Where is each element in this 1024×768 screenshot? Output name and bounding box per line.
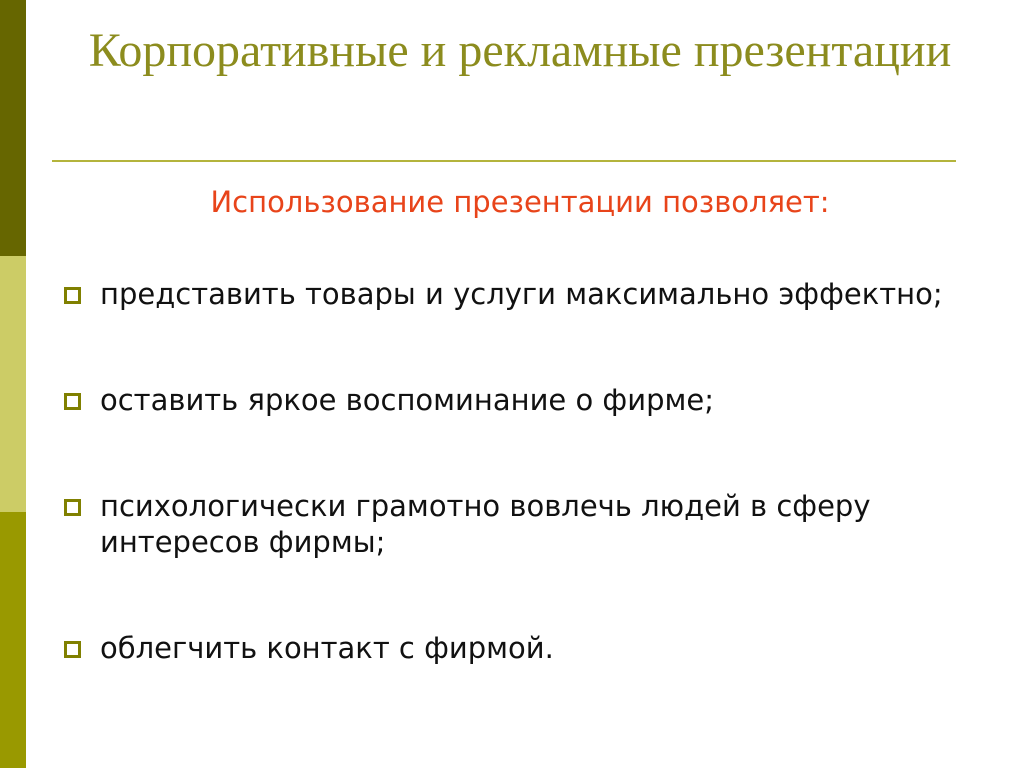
hollow-square-icon — [64, 393, 81, 410]
bullet-list — [62, 276, 962, 666]
bullet-text: психологически грамотно вовлечь людей в сферу интересов фирмы; — [100, 489, 871, 559]
slide-title: Корпоративные и рекламные презентации — [88, 24, 952, 77]
bullet-item — [62, 382, 962, 418]
bullet-item — [62, 488, 962, 560]
bullet-text: представить товары и услуги максимально эффектно; — [100, 277, 943, 311]
bullet-item — [62, 630, 962, 666]
side-bar-middle — [0, 256, 26, 512]
hollow-square-icon — [64, 287, 81, 304]
bullet-text: оставить яркое воспоминание о фирме; — [100, 383, 714, 417]
bullet-item — [62, 276, 962, 312]
slide-subtitle: Использование презентации позволяет: — [210, 185, 830, 219]
bullet-text: облегчить контакт с фирмой. — [100, 631, 554, 665]
title-divider — [52, 160, 956, 162]
side-bar-top — [0, 0, 26, 256]
side-bar-bottom — [0, 512, 26, 768]
hollow-square-icon — [64, 641, 81, 658]
hollow-square-icon — [64, 499, 81, 516]
